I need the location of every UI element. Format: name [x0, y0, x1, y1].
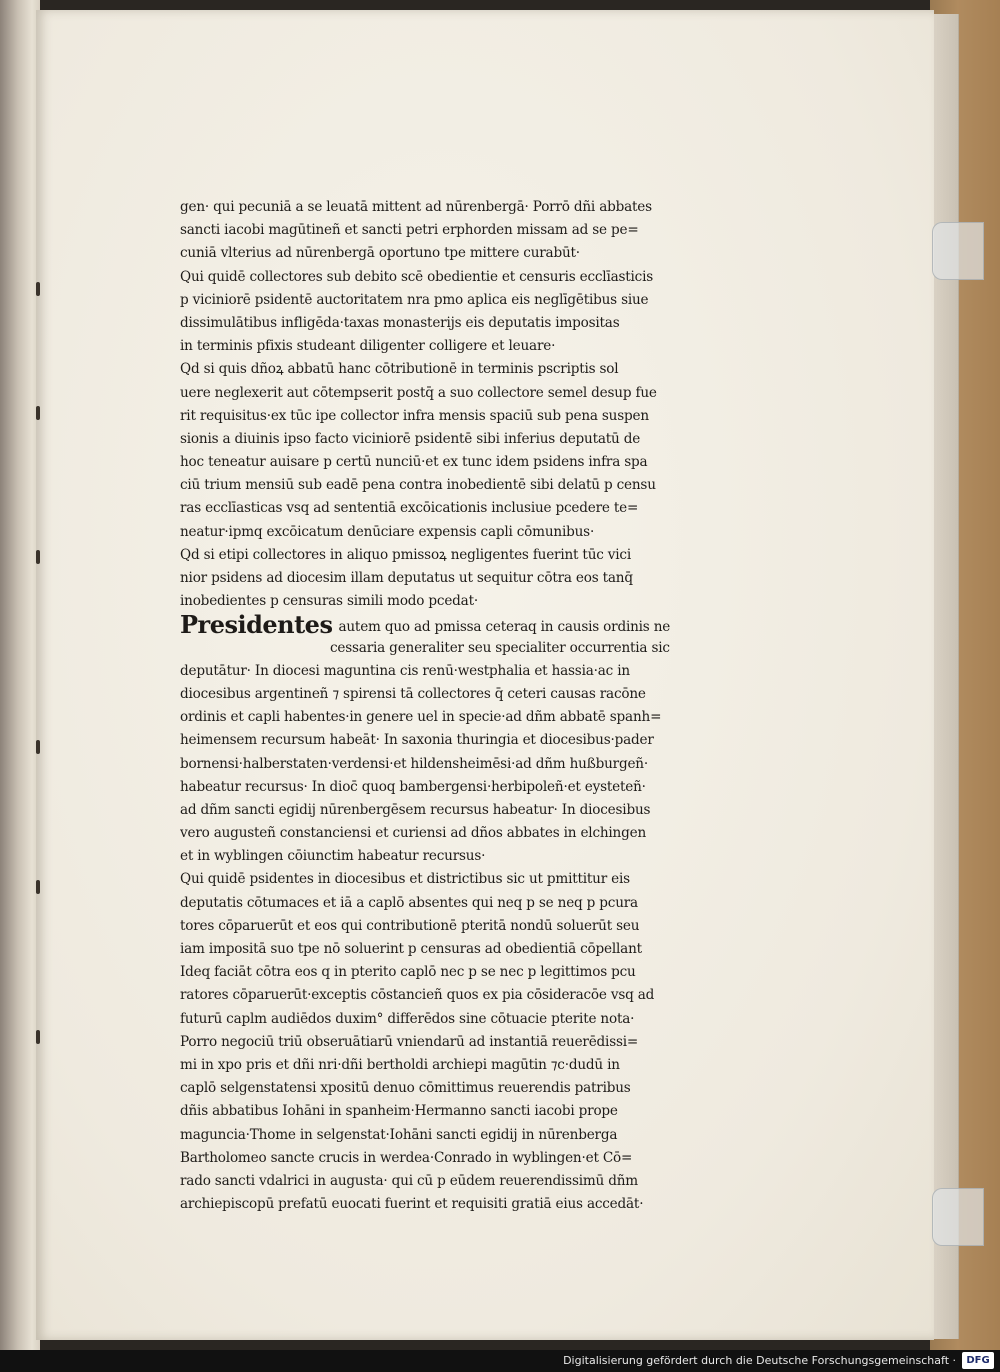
book-binding — [0, 0, 40, 1372]
text-line-with-initial — [180, 613, 740, 636]
text-line: bornensi·halberstaten·verdensi·et hildensheimēsi·ad dñm hußburgeñ· — [180, 755, 648, 772]
text-line: Bartholomeo sancte crucis in werdea·Conrado in wyblingen·et Cō= — [180, 1149, 633, 1166]
binding-stitch — [36, 282, 40, 296]
text-line: hoc teneatur auisare p certū nunciū·et ex tunc idem psidens infra spa — [180, 454, 648, 471]
text-line: deputatis cōtumaces et iā a caplō absentes qui neq p se neq p pcura — [180, 894, 638, 911]
text-line: deputātur· In diocesi maguntina cis renū·westphalia et hassia·ac in — [180, 662, 630, 679]
text-line: in terminis pfixis studeant diligenter colligere et leuare· — [180, 338, 556, 355]
text-line: iam impositā suo tpe nō soluerint p censuras ad obedientiā cōpellant — [180, 941, 642, 957]
text-line: Qd si quis dñoꝝ abbatū hanc cōtributionē in terminis pscriptis sol — [180, 361, 619, 378]
text-line: ordinis et capli habentes·in genere uel in specie·ad dñm abbatē spanh= — [180, 709, 662, 726]
funding-credit: Digitalisierung gefördert durch die Deutsche Forschungsgemeinschaft · — [563, 1354, 956, 1367]
initial-word: Presidentes — [180, 613, 333, 637]
text-line: habeatur recursus· In dioc̄ quoq bambergensi·herbipoleñ·et eysteteñ· — [180, 778, 646, 795]
text-line: diocesibus argentineñ ⁊ spirensi tā collectores q̄ ceteri causas racōne — [180, 685, 646, 702]
text-line: mi in xpo pris et dñi nri·dñi bertholdi archiepi magūtin ⁊c·dudū in — [180, 1056, 620, 1073]
text-line: cessaria generaliter seu specialiter occurrentia sic — [330, 639, 670, 656]
text-line: caplō selgenstatensi xpositū denuo cōmittimus reuerendis patribus — [180, 1080, 631, 1097]
text-line: rit requisitus·ex tūc ipe collector infra mensis spaciū sub pena suspen — [180, 407, 649, 424]
binding-stitch — [36, 740, 40, 754]
text-line: ciū trium mensiū sub eadē pena contra inobedientē sibi delatū p censu — [180, 477, 656, 494]
text-line: neatur·ipmq excōicatum denūciare expensis capli cōmunibus· — [180, 523, 595, 540]
text-line: inobedientes p censuras simili modo pcedat· — [180, 593, 478, 610]
printed-text-block — [180, 196, 740, 1216]
text-line: Qui quidē collectores sub debito scē obedientie et censuris ecclīasticis — [180, 268, 654, 285]
binding-stitch — [36, 880, 40, 894]
page-clip-bottom — [932, 1188, 984, 1246]
text-line: uere neglexerit aut cōtempserit postq̄ a suo collectore semel desup fue — [180, 384, 657, 401]
text-line: heimensem recursum habeāt· In saxonia thuringia et diocesibus·pader — [180, 732, 654, 749]
text-line: dissimulātibus infligēda·taxas monasterijs eis deputatis impositas — [180, 314, 620, 331]
footer-bar — [0, 1350, 1000, 1372]
text-line: maguncia·Thome in selgenstat·Iohāni sancti egidij in nūrenberga — [180, 1126, 618, 1143]
text-line: p viciniorē psidentē auctoritatem nra pmo aplica eis neglīgētibus siue — [180, 291, 649, 308]
text-line: archiepiscopū prefatū euocati fuerint et requisiti gratiā eius accedāt· — [180, 1196, 644, 1213]
text-line: Ideq faciāt cōtra eos q in pterito caplō nec p se nec p legittimos pcu — [180, 964, 636, 981]
text-line: sancti iacobi magūtineñ et sancti petri erphorden missam ad se pe= — [180, 222, 639, 239]
binding-stitch — [36, 550, 40, 564]
page-clip-top — [932, 222, 984, 280]
text-line: tores cōparuerūt et eos qui contributionē pteritā nondū soluerūt seu — [180, 917, 640, 934]
text-line: cuniā vlterius ad nūrenbergā oportuno tpe mittere curabūt· — [180, 245, 580, 262]
text-line: Qui quidē psidentes in diocesibus et districtibus sic ut pmittitur eis — [180, 871, 630, 888]
text-line: Qd si etipi collectores in aliquo pmissoꝝ negligentes fuerint tūc vici — [180, 546, 631, 563]
text-line: vero augusteñ constanciensi et curiensi ad dños abbates in elchingen — [180, 825, 647, 842]
text-line: gen· qui pecuniā a se leuatā mittent ad nūrenbergā· Porrō dñi abbates — [180, 199, 652, 215]
dfg-logo: DFG — [962, 1352, 994, 1369]
text-line: ad dñm sancti egidij nūrenbergēsem recursus habeatur· In diocesibus — [180, 801, 651, 818]
text-line: et in wyblingen cōiunctim habeatur recursus· — [180, 848, 486, 865]
binding-stitch — [36, 406, 40, 420]
text-line: futurū caplm audiēdos duxim° differēdos sine cōtuacie pterite nota· — [180, 1010, 635, 1027]
text-line: nior psidens ad diocesim illam deputatus ut sequitur cōtra eos tanq̄ — [180, 570, 633, 586]
text-line: Porro negociū triū obseruātiarū vniendarū ad instantiā reuerēdissi= — [180, 1033, 639, 1050]
binding-stitch — [36, 1030, 40, 1044]
text-line: dñis abbatibus Iohāni in spanheim·Hermanno sancti iacobi prope — [180, 1103, 618, 1120]
initial-line-text: autem quo ad pmissa ceteraq in causis ordinis ne — [338, 619, 671, 636]
text-line: ras ecclīasticas vsq ad sententiā excōicationis inclusiue pcedere te= — [180, 500, 639, 517]
text-line: sionis a diuinis ipso facto viciniorē psidentē sibi inferius deputatū de — [180, 430, 641, 447]
text-line: ratores cōparuerūt·exceptis cōstancieñ quos ex pia cōsideracōe vsq ad — [180, 987, 655, 1004]
text-line: rado sancti vdalrici in augusta· qui cū p eūdem reuerendissimū dñm — [180, 1172, 638, 1189]
